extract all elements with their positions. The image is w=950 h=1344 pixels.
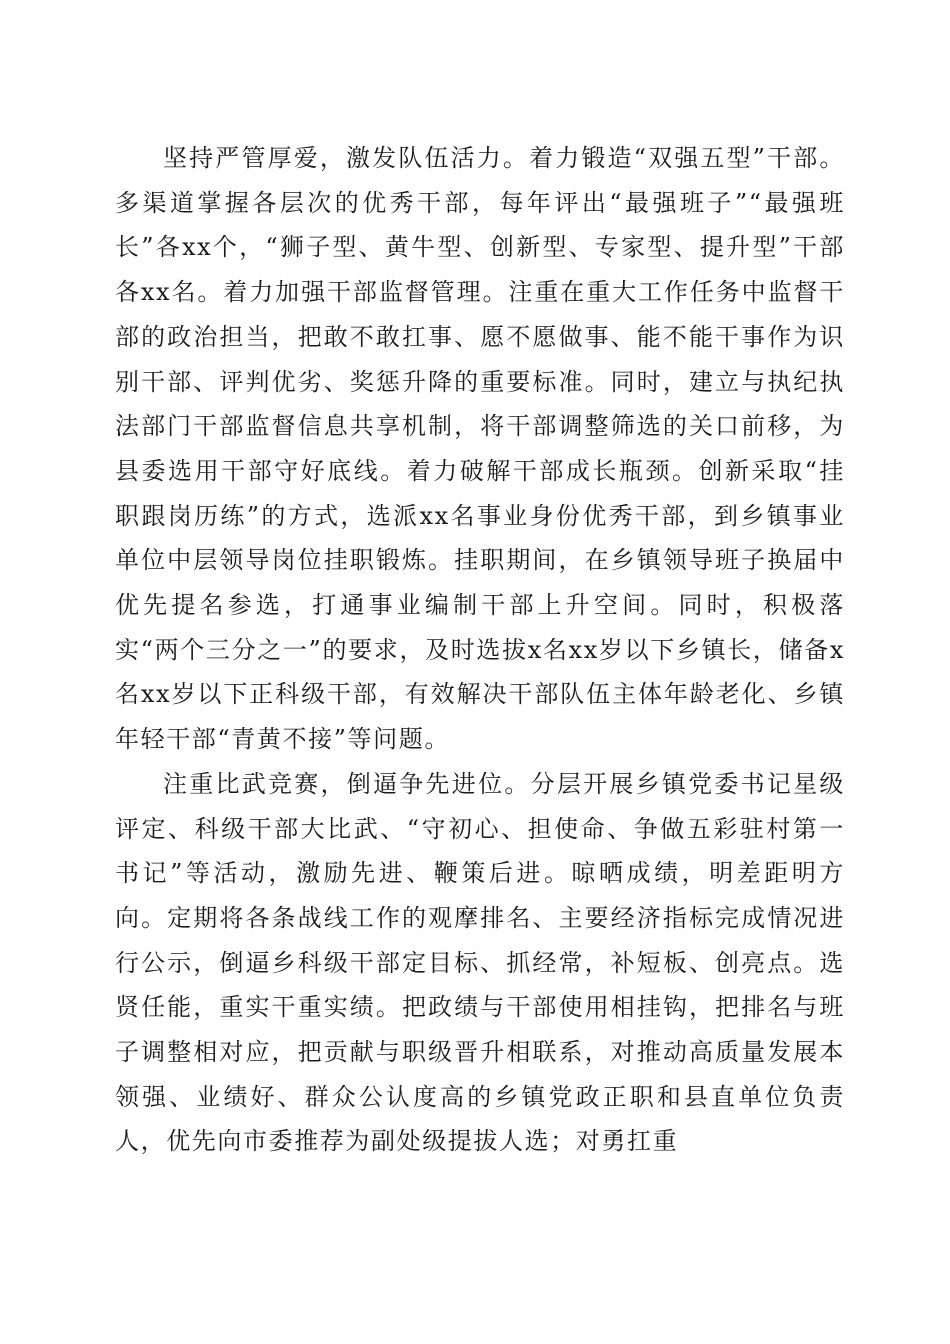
paragraph-1: 坚持严管厚爱，激发队伍活力。着力锻造“双强五型”干部。多渠道掌握各层次的优秀干部，每年评出“最强班子”“最强班长”各xx个，“狮子型、黄牛型、创新型、专家型、提升型”干部各xx名。着力加强干部监督管理。注重在重大工作任务中监督干部的政治担当，把敢不敢扛事、愿不愿做事、能不能干事作为识别干部、评判优劣、奖惩升降的重要标准。同时，建立与执纪执法部门干部监督信息共享机制，将干部调整筛选的关口前移，为县委选用干部守好底线。着力破解干部成长瓶颈。创新采取“挂职跟岗历练”的方式，选派xx名事业身份优秀干部，到乡镇事业单位中层领导岗位挂职锻炼。挂职期间，在乡镇领导班子换届中优先提名参选，打通事业编制干部上升空间。同时，积极落实“两个三分之一”的要求，及时选拔x名xx岁以下乡镇长，储备x名xx岁以下正科级干部，有效解决干部队伍主体年龄老化、乡镇年轻干部“青黄不接”等问题。 [115, 144, 845, 754]
paragraph-2: 注重比武竞赛，倒逼争先进位。分层开展乡镇党委书记星级评定、科级干部大比武、“守初心、担使命、争做五彩驻村第一书记”等活动，激励先进、鞭策后进。晾晒成绩，明差距明方向。定期将各条战线工作的观摩排名、主要经济指标完成情况进行公示，倒逼乡科级干部定目标、抓经常，补短板、创亮点。选贤任能，重实干重实绩。把政绩与干部使用相挂钩，把排名与班子调整相对应，把贡献与职级晋升相联系，对推动高质量发展本领强、业绩好、群众公认度高的乡镇党政正职和县直单位负责人，优先向市委推荐为副处级提拔人选；对勇扛重 [115, 769, 845, 1156]
document-body [115, 136, 845, 1164]
